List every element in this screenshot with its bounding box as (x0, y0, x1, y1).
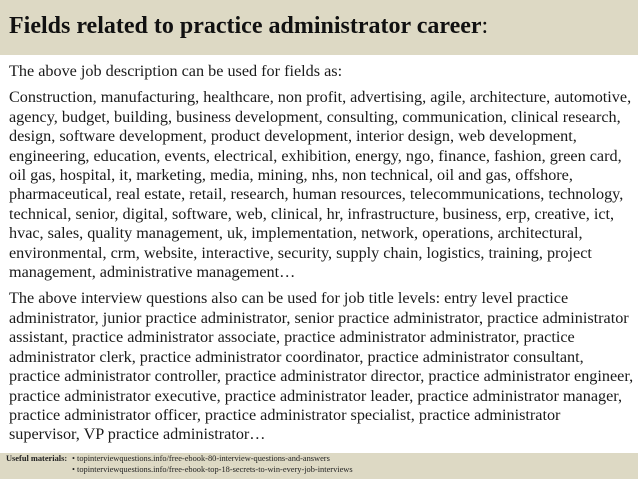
footer-link-2[interactable]: • topinterviewquestions.info/free-ebook-top-18-secrets-to-win-every-job-interviews (72, 464, 353, 474)
title-bar (0, 0, 638, 55)
footer (0, 453, 638, 479)
footer-row-1 (6, 454, 638, 465)
page-title: Fields related to practice administrator career (9, 13, 482, 39)
footer-link-1[interactable]: • topinterviewquestions.info/free-ebook-80-interview-questions-and-answers (72, 454, 330, 463)
title-colon: : (481, 13, 489, 39)
intro-text: The above job description can be used for fields as: (9, 62, 343, 80)
footer-label-spacer (6, 465, 72, 476)
fields-list: Construction, manufacturing, healthcare, non profit, advertising, agile, architecture, automotive, agency, budget, building, business development, consulting, communication, clinical research, design, software development, product development, interior design, web development, engineering, education, events, electrical, exhibition, energy, ngo, finance, fashion, green card, oil gas, hospital, it, marketing, media, mining, nhs, non technical, oil and gas, offshore, pharmaceutical, real estate, retail, research, human resources, telecommunications, technology, technical, senior, digital, software, web, clinical, hr, infrastructure, business, erp, creative, ict, hvac, sales, quality management, uk, implementation, network, operations, architectural, environmental, crm, website, interactive, security, supply chain, logistics, training, project management, administrative management… (9, 88, 632, 282)
footer-label: Useful materials: (6, 454, 68, 463)
main-content (9, 62, 635, 445)
job-levels-text: The above interview questions also can be used for job title levels: entry level practice administrator, junior practice administrator, senior practice administrator, practice administrator assistant, practice administrator associate, practice administrator administrator, practice administrator clerk, practice administrator coordinator, practice administrator consultant, practice administrator controller, practice administrator director, practice administrator engineer, practice administrator executive, practice administrator leader, practice administrator manager, practice administrator officer, practice administrator specialist, practice administrator supervisor, VP practice administrator… (9, 289, 634, 444)
footer-row-2 (6, 465, 638, 476)
